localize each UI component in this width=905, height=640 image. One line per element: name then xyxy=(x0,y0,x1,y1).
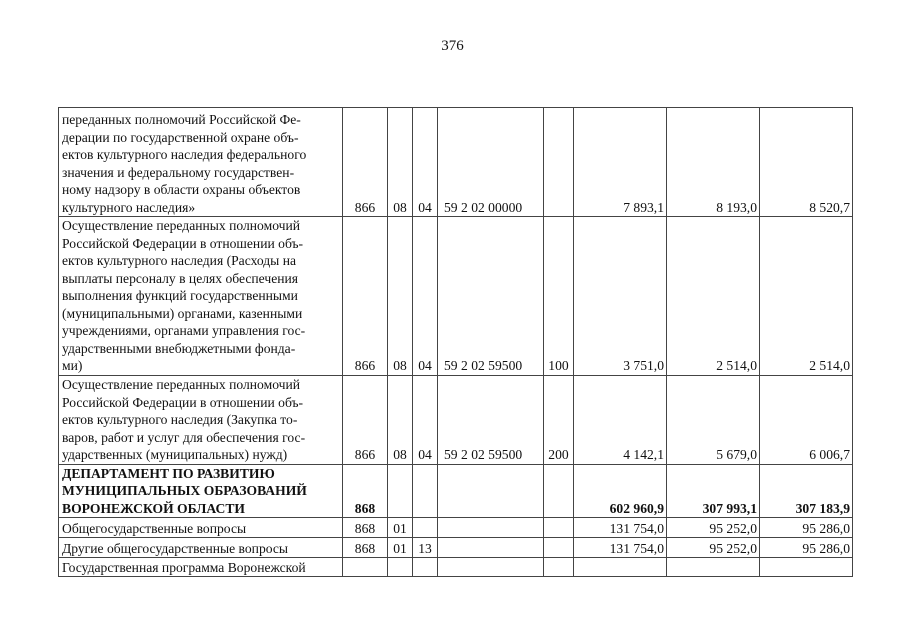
csr-cell xyxy=(438,558,544,577)
rz-cell xyxy=(388,464,413,518)
gr-cell: 866 xyxy=(343,217,388,376)
row-name-cell xyxy=(59,108,343,217)
csr-cell xyxy=(438,518,544,538)
csr-cell: 59 2 02 59500 xyxy=(438,217,544,376)
row-name: Осуществление переданных полномочий Российской Федерации в отношении объ- ектов культурного наследия (Расходы на выплаты персоналу в целях обеспечения выполнения функций государственными (муниципальными) органами, казенными учреждениями, органами управления гос- ударственными внебюджетными фонда- ми) xyxy=(62,218,306,373)
value-2021-cell: 6 006,7 xyxy=(760,375,853,464)
value-2021-cell xyxy=(760,558,853,577)
value-2021-cell: 95 286,0 xyxy=(760,538,853,558)
row-name-cell xyxy=(59,464,343,518)
value-2019-cell: 131 754,0 xyxy=(574,538,667,558)
pr-cell: 04 xyxy=(413,217,438,376)
value-2020-cell: 95 252,0 xyxy=(667,538,760,558)
row-name-cell xyxy=(59,518,343,538)
rz-cell: 01 xyxy=(388,538,413,558)
gr-cell: 868 xyxy=(343,538,388,558)
table-row xyxy=(59,108,853,217)
table-row xyxy=(59,518,853,538)
gr-cell: 866 xyxy=(343,375,388,464)
rz-cell: 08 xyxy=(388,375,413,464)
gr-cell: 868 xyxy=(343,518,388,538)
row-name: Другие общегосударственные вопросы xyxy=(62,540,289,556)
csr-cell: 59 2 02 59500 xyxy=(438,375,544,464)
value-2021-cell: 95 286,0 xyxy=(760,518,853,538)
vr-cell xyxy=(544,518,574,538)
value-2021-cell: 2 514,0 xyxy=(760,217,853,376)
vr-cell xyxy=(544,538,574,558)
page-number: 376 xyxy=(441,38,464,54)
rz-cell: 08 xyxy=(388,108,413,217)
table-row-department xyxy=(59,464,853,518)
pr-cell xyxy=(413,558,438,577)
row-name: Осуществление переданных полномочий Российской Федерации в отношении объ- ектов культурного наследия (Закупка то- варов, работ и услуг для обеспечения гос- ударственных (муниципальных) нужд) xyxy=(62,377,306,462)
table-row xyxy=(59,558,853,577)
rz-cell: 01 xyxy=(388,518,413,538)
row-name-cell xyxy=(59,375,343,464)
value-2019-cell: 602 960,9 xyxy=(574,464,667,518)
vr-cell xyxy=(544,464,574,518)
table-row xyxy=(59,375,853,464)
value-2020-cell xyxy=(667,558,760,577)
csr-cell xyxy=(438,538,544,558)
value-2019-cell: 4 142,1 xyxy=(574,375,667,464)
table-row xyxy=(59,217,853,376)
value-2019-cell: 7 893,1 xyxy=(574,108,667,217)
value-2020-cell: 307 993,1 xyxy=(667,464,760,518)
pr-cell: 04 xyxy=(413,108,438,217)
rz-cell xyxy=(388,558,413,577)
pr-cell: 13 xyxy=(413,538,438,558)
budget-table xyxy=(58,107,853,577)
row-name-cell xyxy=(59,217,343,376)
value-2019-cell xyxy=(574,558,667,577)
value-2019-cell: 3 751,0 xyxy=(574,217,667,376)
pr-cell xyxy=(413,464,438,518)
value-2020-cell: 5 679,0 xyxy=(667,375,760,464)
value-2020-cell: 2 514,0 xyxy=(667,217,760,376)
row-name-cell xyxy=(59,538,343,558)
csr-cell xyxy=(438,464,544,518)
vr-cell xyxy=(544,558,574,577)
row-name: переданных полномочий Российской Фе- дерации по государственной охране объ- ектов культурного наследия федерального значения и федеральному государствен- ному надзору в области охраны объектов культурного наследия» xyxy=(62,112,307,215)
gr-cell xyxy=(343,558,388,577)
pr-cell xyxy=(413,518,438,538)
vr-cell: 200 xyxy=(544,375,574,464)
row-name-cell xyxy=(59,558,343,577)
gr-cell: 866 xyxy=(343,108,388,217)
value-2019-cell: 131 754,0 xyxy=(574,518,667,538)
pr-cell: 04 xyxy=(413,375,438,464)
value-2021-cell: 307 183,9 xyxy=(760,464,853,518)
csr-cell: 59 2 02 00000 xyxy=(438,108,544,217)
value-2020-cell: 8 193,0 xyxy=(667,108,760,217)
row-name: Общегосударственные вопросы xyxy=(62,520,247,536)
value-2021-cell: 8 520,7 xyxy=(760,108,853,217)
row-name: ДЕПАРТАМЕНТ ПО РАЗВИТИЮ МУНИЦИПАЛЬНЫХ ОБРАЗОВАНИЙ ВОРОНЕЖСКОЙ ОБЛАСТИ xyxy=(62,465,307,516)
rz-cell: 08 xyxy=(388,217,413,376)
vr-cell xyxy=(544,108,574,217)
vr-cell: 100 xyxy=(544,217,574,376)
value-2020-cell: 95 252,0 xyxy=(667,518,760,538)
gr-cell: 868 xyxy=(343,464,388,518)
table-row xyxy=(59,538,853,558)
row-name: Государственная программа Воронежской xyxy=(62,559,306,575)
